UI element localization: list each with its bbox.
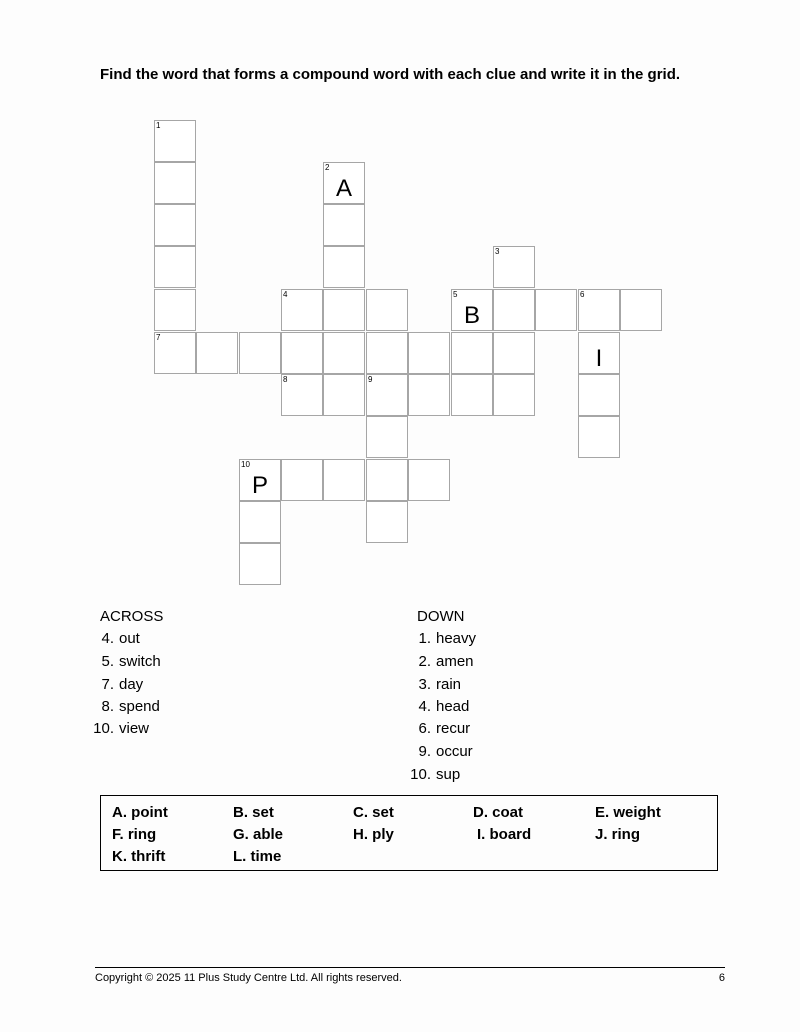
grid-cell[interactable] [323, 459, 365, 501]
footer-divider [95, 967, 725, 968]
clue-number: 9 [368, 375, 373, 384]
grid-cell[interactable] [154, 120, 196, 162]
list-item: 6. recur [418, 720, 471, 737]
list-item: 10. sup [410, 766, 461, 783]
option: F. ring [112, 826, 157, 843]
grid-cell[interactable] [366, 501, 408, 543]
option: J. ring [595, 826, 641, 843]
clue-number: 10 [241, 460, 250, 469]
grid-cell[interactable] [323, 204, 365, 246]
clue-number: 2 [325, 163, 330, 172]
across-heading: ACROSS [100, 608, 164, 625]
grid-cell[interactable] [281, 459, 323, 501]
down-heading: DOWN [417, 608, 465, 625]
option: G. able [233, 826, 284, 843]
option: B. set [233, 804, 274, 821]
copyright-text: Copyright © 2025 11 Plus Study Centre Ltd. All rights reserved. [95, 972, 402, 984]
clue-number: 4 [283, 290, 288, 299]
clue-number: 8 [283, 375, 288, 384]
grid-cell[interactable] [323, 289, 365, 331]
list-item: 4. out [101, 630, 140, 647]
option: A. point [112, 804, 168, 821]
grid-cell[interactable] [154, 246, 196, 288]
grid-cell[interactable] [493, 374, 535, 416]
grid-cell[interactable] [366, 459, 408, 501]
grid-cell[interactable] [154, 204, 196, 246]
clue-number: 1 [156, 121, 161, 130]
page-number: 6 [718, 972, 725, 984]
list-item: 4. head [418, 698, 470, 715]
list-item: 3. rain [418, 676, 462, 693]
grid-cell[interactable] [366, 416, 408, 458]
list-item: 10. view [93, 720, 150, 737]
grid-cell[interactable] [323, 162, 365, 204]
given-letter: I [595, 345, 603, 372]
grid-cell[interactable] [578, 416, 620, 458]
option: E. weight [595, 804, 661, 821]
grid-cell[interactable] [239, 332, 281, 374]
given-letter: P [251, 472, 268, 499]
option: D. coat [473, 804, 524, 821]
list-item: 5. switch [101, 653, 161, 670]
grid-cell[interactable] [451, 374, 493, 416]
grid-cell[interactable] [493, 332, 535, 374]
grid-cell[interactable] [323, 374, 365, 416]
grid-cell[interactable] [535, 289, 577, 331]
grid-cell[interactable] [154, 332, 196, 374]
option: K. thrift [112, 848, 166, 865]
grid-cell[interactable] [493, 246, 535, 288]
given-letter: B [463, 302, 480, 329]
grid-cell[interactable] [281, 289, 323, 331]
grid-cell[interactable] [366, 374, 408, 416]
list-item: 2. amen [418, 653, 474, 670]
grid-cell[interactable] [451, 332, 493, 374]
clue-number: 5 [453, 290, 458, 299]
list-item: 1. heavy [418, 630, 477, 647]
option: I. board [477, 826, 532, 843]
option: L. time [233, 848, 282, 865]
grid-cell[interactable] [154, 289, 196, 331]
clue-number: 3 [495, 247, 500, 256]
list-item: 8. spend [101, 698, 160, 715]
grid-cell[interactable] [408, 332, 450, 374]
grid-cell[interactable] [366, 332, 408, 374]
list-item: 7. day [101, 676, 144, 693]
grid-cell[interactable] [239, 543, 281, 585]
grid-cell[interactable] [451, 289, 493, 331]
grid-cell[interactable] [239, 501, 281, 543]
grid-cell[interactable] [154, 162, 196, 204]
answer-options-box [100, 795, 718, 871]
clue-number: 7 [156, 333, 161, 342]
clue-number: 6 [580, 290, 585, 299]
grid-cell[interactable] [493, 289, 535, 331]
grid-cell[interactable] [366, 289, 408, 331]
instructions: Find the word that forms a compound word with each clue and write it in the grid. [100, 66, 681, 83]
grid-cell[interactable] [281, 332, 323, 374]
grid-cell[interactable] [323, 246, 365, 288]
option: H. ply [353, 826, 394, 843]
grid-cell[interactable] [578, 289, 620, 331]
grid-cell[interactable] [239, 459, 281, 501]
grid-cell[interactable] [578, 332, 620, 374]
grid-cell[interactable] [578, 374, 620, 416]
grid-cell[interactable] [196, 332, 238, 374]
grid-cell[interactable] [408, 374, 450, 416]
grid-cell[interactable] [408, 459, 450, 501]
option: C. set [353, 804, 394, 821]
list-item: 9. occur [418, 743, 473, 760]
grid-cell[interactable] [620, 289, 662, 331]
grid-cell[interactable] [281, 374, 323, 416]
grid-cell[interactable] [323, 332, 365, 374]
given-letter: A [335, 175, 352, 202]
